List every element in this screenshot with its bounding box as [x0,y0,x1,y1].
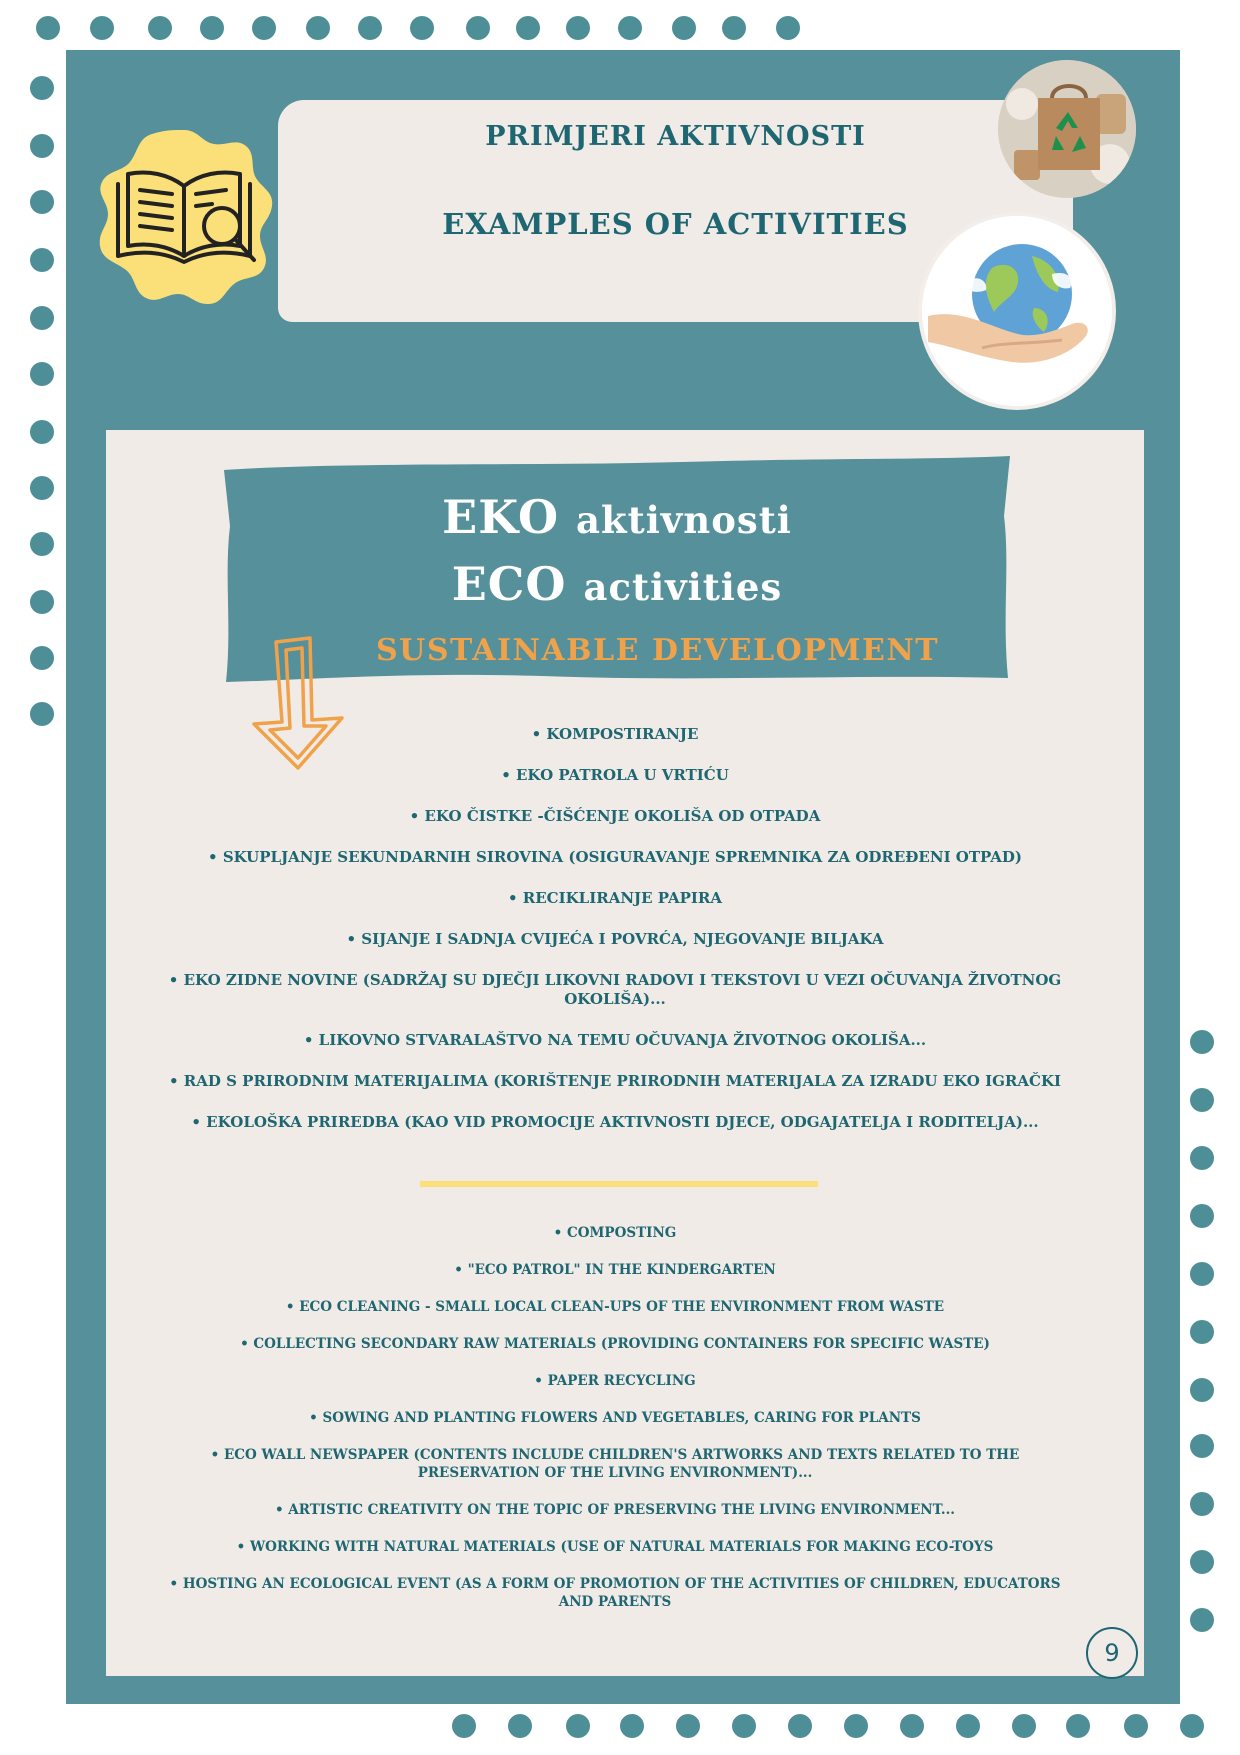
page-title-en: EXAMPLES OF ACTIVITIES [442,207,909,241]
book-magnifier-icon [94,126,274,306]
list-item: • LIKOVNO STVARALAŠTVO NA TEMU OČUVANJA ŽIVOTNOG OKOLIŠA... [303,1031,927,1049]
decorative-dot [844,1714,868,1738]
activity-list-hr [150,725,1080,1154]
decorative-dot [252,16,276,40]
decorative-dot [148,16,172,40]
decorative-dot [566,16,590,40]
decorative-dot [30,306,54,330]
decorative-dot [36,16,60,40]
decorative-dot [1124,1714,1148,1738]
decorative-dot [1190,1550,1214,1574]
decorative-dot [1066,1714,1090,1738]
decorative-dot [410,16,434,40]
list-item: • EKO PATROLA U VRTIĆU [501,766,729,784]
list-item: • ECO WALL NEWSPAPER (CONTENTS INCLUDE CHILDREN'S ARTWORKS AND TEXTS RELATED TO THE PRESERVATION OF THE LIVING ENVIRONMENT)... [210,1447,1020,1481]
earth-in-hands-photo [918,212,1116,410]
list-item: • COMPOSTING [553,1225,677,1241]
decorative-dot [30,248,54,272]
list-item: • RECIKLIRANJE PAPIRA [507,889,723,907]
decorative-dot [566,1714,590,1738]
decorative-dot [732,1714,756,1738]
decorative-dot [200,16,224,40]
decorative-dot [722,16,746,40]
list-item: • SOWING AND PLANTING FLOWERS AND VEGETABLES, CARING FOR PLANTS [309,1410,921,1426]
decorative-dot [30,134,54,158]
decorative-dot [30,702,54,726]
decorative-dot [452,1714,476,1738]
decorative-dot [788,1714,812,1738]
decorative-dot [516,16,540,40]
list-item: • HOSTING AN ECOLOGICAL EVENT (AS A FORM OF PROMOTION OF THE ACTIVITIES OF CHILDREN, EDUCATORS AND PARENTS [169,1576,1061,1610]
decorative-dot [30,420,54,444]
decorative-dot [466,16,490,40]
decorative-dot [956,1714,980,1738]
decorative-dot [30,590,54,614]
decorative-dot [618,16,642,40]
decorative-dot [30,76,54,100]
list-item: • ARTISTIC CREATIVITY ON THE TOPIC OF PRESERVING THE LIVING ENVIRONMENT... [274,1502,956,1518]
decorative-dot [776,16,800,40]
decorative-dot [1190,1088,1214,1112]
banner-heading-hr: EKO aktivnosti [442,490,792,544]
decorative-dot [1012,1714,1036,1738]
recycle-photo [998,60,1136,198]
decorative-dot [620,1714,644,1738]
decorative-dot [90,16,114,40]
list-item: • ECO CLEANING - SMALL LOCAL CLEAN-UPS OF THE ENVIRONMENT FROM WASTE [285,1299,945,1315]
banner-subtitle: SUSTAINABLE DEVELOPMENT [376,633,940,668]
decorative-dot [672,16,696,40]
list-item: • RAD S PRIRODNIM MATERIJALIMA (KORIŠTENJE PRIRODNIH MATERIJALA ZA IZRADU EKO IGRAČKI [168,1072,1062,1090]
list-item: • PAPER RECYCLING [534,1373,696,1389]
page-title-hr: PRIMJERI AKTIVNOSTI [485,121,866,152]
decorative-dot [1190,1262,1214,1286]
decorative-dot [1190,1204,1214,1228]
decorative-dot [1190,1608,1214,1632]
decorative-dot [508,1714,532,1738]
decorative-dot [30,190,54,214]
list-item: • EKO ZIDNE NOVINE (SADRŽAJ SU DJEČJI LIKOVNI RADOVI I TEKSTOVI U VEZI OČUVANJA ŽIVOTNOG OKOLIŠA)... [168,971,1062,1008]
decorative-dot [30,362,54,386]
page-number: 9 [1086,1627,1138,1679]
decorative-dot [30,532,54,556]
decorative-dot [358,16,382,40]
decorative-dot [1190,1320,1214,1344]
list-item: • COLLECTING SECONDARY RAW MATERIALS (PROVIDING CONTAINERS FOR SPECIFIC WASTE) [240,1336,990,1352]
list-item: • EKOLOŠKA PRIREDBA (KAO VID PROMOCIJE AKTIVNOSTI DJECE, ODGAJATELJA I RODITELJA)... [191,1113,1039,1131]
decorative-dot [30,646,54,670]
decorative-dot [676,1714,700,1738]
decorative-dot [1190,1492,1214,1516]
decorative-dot [1190,1146,1214,1170]
list-item: • KOMPOSTIRANJE [531,725,699,743]
divider [420,1181,818,1187]
decorative-dot [306,16,330,40]
activity-list-en [150,1224,1080,1630]
decorative-dot [1180,1714,1204,1738]
banner-heading-en: ECO activities [451,557,783,611]
decorative-dot [1190,1030,1214,1054]
list-item: • "ECO PATROL" IN THE KINDERGARTEN [454,1262,776,1278]
decorative-dot [1190,1378,1214,1402]
list-item: • SKUPLJANJE SEKUNDARNIH SIROVINA (OSIGURAVANJE SPREMNIKA ZA ODREĐENI OTPAD) [208,848,1022,866]
list-item: • WORKING WITH NATURAL MATERIALS (USE OF NATURAL MATERIALS FOR MAKING ECO-TOYS [236,1539,994,1555]
decorative-dot [30,476,54,500]
list-item: • EKO ČISTKE -ČIŠĆENJE OKOLIŠA OD OTPADA [409,807,821,825]
list-item: • SIJANJE I SADNJA CVIJEĆA I POVRĆA, NJEGOVANJE BILJAKA [346,930,884,948]
decorative-dot [1190,1434,1214,1458]
decorative-dot [900,1714,924,1738]
